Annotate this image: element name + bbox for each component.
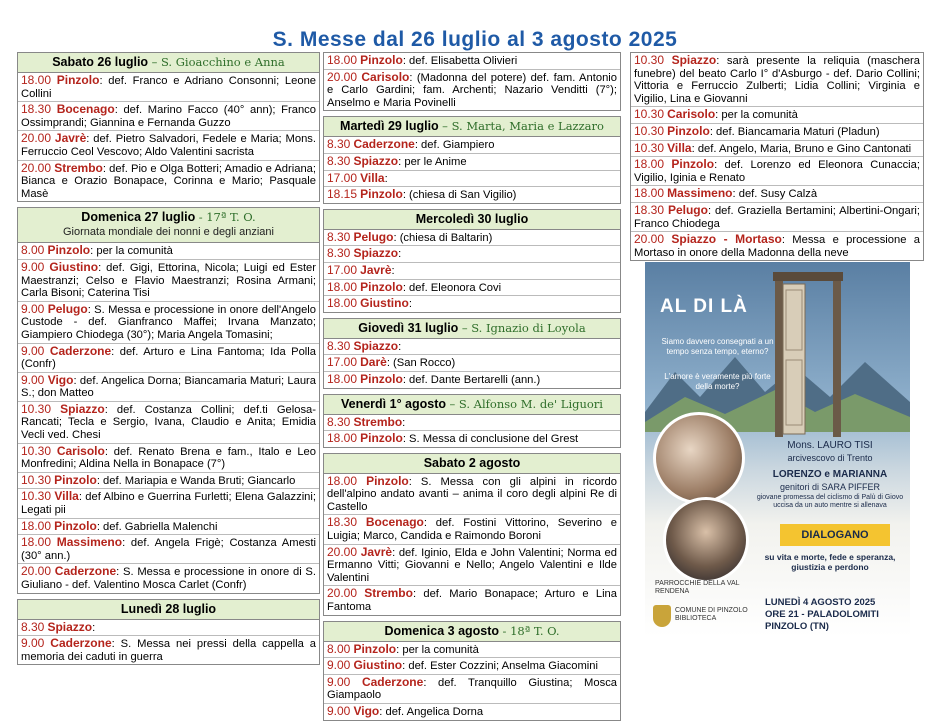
poster-date: LUNEDÌ 4 AGOSTO 2025 — [765, 597, 876, 608]
mass-entry — [324, 355, 620, 372]
mass-time: 18.15 — [327, 187, 358, 202]
mass-time: 18.00 — [327, 371, 358, 386]
mass-intention: : def. Lorenzo ed Eleonora Cunaccia; Vigilio, Iginia e Renato — [634, 159, 921, 184]
day-title: Mercoledì 30 luglio — [415, 211, 529, 226]
mass-entry — [18, 473, 319, 490]
mass-entry — [18, 620, 319, 637]
mass-time: 8.30 — [21, 619, 45, 634]
mass-time: 10.30 — [634, 140, 665, 155]
mass-entry — [18, 519, 319, 536]
poster-bishop: Mons. LAURO TISI — [787, 440, 873, 451]
mass-entry — [324, 372, 620, 388]
mass-entry — [324, 53, 620, 70]
mass-entry — [324, 415, 620, 432]
mass-time: 10.30 — [21, 472, 52, 487]
day-header — [18, 208, 319, 243]
column-1 — [17, 52, 320, 670]
day-saint: – S. Gioacchino e Anna — [151, 55, 285, 69]
mass-time: 10.30 — [21, 401, 52, 416]
mass-entry — [18, 402, 319, 444]
mass-place: Spiazzo — [671, 53, 717, 67]
mass-entry — [18, 243, 319, 260]
mass-intention: : S. Messa e processione in onore dell'Angelo Custode - def. Gianfranco Maffei; Irvana Manzato; Giampiero Chiodega (30°); Maria Angela Tomasini; — [21, 303, 316, 341]
mass-entry — [324, 474, 620, 516]
mass-intention: : def. Arturo e Lina Fantoma; Ida Polla (Confr) — [21, 345, 316, 371]
poster-question-1: Siamo davvero consegnati a un tempo senza tempo, eterno? — [661, 337, 774, 356]
mass-time: 18.00 — [634, 186, 665, 201]
mass-intention: : — [92, 621, 96, 634]
mass-place: Bocenago — [365, 515, 424, 530]
mass-entry — [18, 161, 319, 202]
mass-time: 10.30 — [634, 123, 665, 138]
mass-entry — [631, 232, 923, 260]
day-note: Giornata mondiale dei nonni e degli anziani — [63, 226, 274, 239]
day-title: Sabato 2 agosto — [423, 455, 521, 470]
mass-intention: : def. Iginio, Elda e John Valentini; Norma ed Ermanno Vitti; Giovanni e Nello; Angelo Valentini e Ilde Valentini — [327, 546, 617, 584]
mass-time: 9.00 — [21, 636, 45, 651]
mass-intention: : — [402, 416, 406, 429]
mass-intention: : def. Mariapia e Wanda Bruti; Giancarlo — [96, 474, 296, 487]
poster-place: PINZOLO (TN) — [765, 621, 829, 632]
mass-intention: : Messa e processione a Mortaso in onore della Madonna della neve — [634, 234, 921, 259]
mass-place: Spiazzo — [353, 153, 399, 168]
mass-time: 20.00 — [21, 564, 52, 579]
mass-intention: : def. Susy Calzà — [732, 188, 818, 201]
poster-org-2: COMUNE DI PINZOLO BIBLIOTECA — [675, 607, 748, 622]
mass-place: Giustino — [353, 658, 403, 673]
mass-time: 18.30 — [21, 102, 52, 117]
day-block — [323, 394, 621, 448]
mass-time: 8.30 — [327, 414, 351, 429]
mass-place: Carisolo — [361, 69, 410, 84]
mass-intention: : sarà presente la reliquia (maschera funebre) del beato Carlo I° d'Asburgo - def. Dario Collini; Vittoria e Ferruccio Zulberti; Lidia Collini; Virginia e Vigilio, Lina e Giovanni — [634, 55, 920, 105]
mass-time: 8.30 — [327, 153, 351, 168]
mass-place: Pinzolo — [360, 279, 403, 294]
mass-place: Caderzone — [50, 636, 112, 651]
mass-time: 8.30 — [327, 137, 351, 152]
day-header — [324, 622, 620, 642]
mass-place: Spiazzo — [60, 401, 105, 416]
mass-place: Pinzolo — [366, 473, 409, 488]
mass-place: Caderzone — [49, 343, 112, 358]
mass-intention: : — [408, 298, 412, 311]
mass-entry — [18, 535, 319, 564]
mass-place: Spiazzo — [47, 619, 93, 634]
mass-place: Strembo — [353, 414, 403, 429]
day-header — [324, 395, 620, 415]
mass-intention: : def Albino e Guerrina Furletti; Elena Galazzini; Legati pii — [21, 491, 316, 517]
mass-place: Pinzolo — [360, 53, 403, 67]
mass-entry — [324, 137, 620, 154]
day-block — [323, 453, 621, 616]
mass-entry — [324, 339, 620, 356]
mass-place: Pinzolo — [667, 123, 710, 138]
mass-entry — [324, 171, 620, 188]
mass-time: 10.30 — [634, 53, 665, 67]
poster-time: ORE 21 - PALADOLOMITI — [765, 609, 879, 620]
mass-entry — [324, 545, 620, 587]
mass-entry — [631, 203, 923, 232]
day-block-continued — [323, 52, 621, 111]
mass-entry — [324, 280, 620, 297]
column-3 — [630, 52, 924, 266]
mass-intention: : — [398, 340, 402, 353]
mass-time: 20.00 — [634, 232, 665, 247]
mass-time: 8.30 — [327, 338, 351, 353]
mass-intention: : per le Anime — [398, 155, 467, 168]
day-block-continued — [630, 52, 924, 261]
poster-org-1: PARROCCHIE DELLA VAL RENDENA — [655, 580, 740, 595]
mass-place: Giustino — [360, 296, 409, 311]
mass-place: Javrè — [54, 131, 87, 146]
mass-intention: : per la comunità — [396, 643, 479, 656]
day-title: Domenica 3 agosto — [384, 623, 500, 638]
mass-intention: : def. Eleonora Covi — [402, 281, 502, 294]
dialogano-badge: DIALOGANO — [780, 524, 890, 546]
mass-place: Javrè — [360, 544, 393, 559]
day-saint: – S. Marta, Maria e Lazzaro — [442, 119, 604, 134]
page-title: S. Messe dal 26 luglio al 3 agosto 2025 — [272, 28, 678, 51]
door-image — [773, 272, 843, 437]
mass-intention: : def. Dante Bertarelli (ann.) — [402, 373, 541, 386]
mass-entry — [18, 373, 319, 402]
mass-entry — [631, 107, 923, 124]
day-header — [324, 117, 620, 137]
mass-time: 18.00 — [21, 535, 52, 550]
mass-intention: : def. Biancamaria Maturi (Pladun) — [709, 125, 880, 138]
day-header — [324, 454, 620, 474]
mass-time: 10.30 — [634, 107, 665, 122]
mass-time: 9.00 — [327, 658, 351, 673]
mass-intention: : per la comunità — [715, 109, 798, 122]
mass-place: Villa — [667, 140, 692, 155]
column-2 — [323, 52, 621, 726]
day-block — [323, 116, 621, 203]
mass-intention: : def. Costanza Collini; def.ti Gelosa-Rancati; Tecla e Sergio, Ivana, Claudio e Anita; Emidia Vecli ved. Chesi — [21, 403, 316, 442]
mass-place: Pelugo — [353, 229, 394, 244]
day-block — [17, 599, 320, 666]
mass-intention: : def. Gabriella Malenchi — [96, 520, 218, 533]
mass-time: 18.00 — [327, 431, 358, 446]
mass-time: 9.00 — [327, 704, 351, 718]
mass-place: Spiazzo — [353, 338, 399, 353]
mass-intention: : def. Angelo, Maria, Bruno e Gino Cantonati — [691, 142, 912, 155]
mass-place: Pinzolo — [54, 518, 97, 533]
mass-time: 18.00 — [21, 73, 52, 87]
mass-entry — [324, 263, 620, 280]
poster-themes: su vita e morte, fede e speranza, giustizia e perdono — [764, 552, 896, 572]
mass-entry — [18, 260, 319, 302]
mass-place: Pinzolo — [671, 157, 715, 172]
mass-intention: : def. Ester Cozzini; Anselma Giacomini — [402, 660, 598, 673]
day-block — [17, 52, 320, 202]
mass-entry — [324, 675, 620, 704]
mass-entry — [18, 302, 319, 344]
mass-intention: : def. Graziella Bertamini; Albertini-Ongari; Franco Chiodega — [634, 204, 921, 230]
mass-entry — [18, 489, 319, 518]
mass-intention: : def. Angela Frigè; Costanza Amesti (30° ann.) — [21, 537, 316, 562]
mass-place: Javrè — [360, 262, 392, 277]
mass-time: 17.00 — [327, 262, 358, 277]
comune-crest-icon — [653, 605, 671, 627]
mass-entry — [324, 431, 620, 447]
day-title: Giovedì 31 luglio — [358, 320, 459, 335]
mass-entry — [631, 141, 923, 158]
mass-time: 8.30 — [327, 229, 351, 244]
mass-entry — [18, 73, 319, 102]
mass-entry — [324, 187, 620, 203]
mass-time: 18.00 — [327, 296, 358, 311]
mass-time: 20.00 — [327, 586, 358, 601]
day-header — [18, 600, 319, 620]
mass-place: Pinzolo — [360, 187, 403, 202]
day-saint: – S. Ignazio di Loyola — [461, 320, 586, 335]
mass-place: Villa — [360, 170, 385, 185]
day-block — [323, 209, 621, 313]
mass-place: Spiazzo - Mortaso — [671, 232, 782, 247]
day-header — [18, 53, 319, 73]
mass-intention: : def. Angelica Dorna — [379, 706, 484, 718]
mass-place: Pelugo — [47, 301, 88, 316]
mass-entry — [18, 344, 319, 373]
mass-time: 18.00 — [21, 518, 52, 533]
mass-intention: : def. Giampiero — [414, 139, 495, 152]
mass-time: 9.00 — [21, 343, 45, 358]
mass-time: 18.30 — [327, 515, 358, 530]
mass-intention: : — [384, 172, 388, 185]
mass-place: Vigo — [353, 704, 380, 718]
mass-intention: : S. Messa di conclusione del Grest — [402, 433, 579, 446]
day-title: Sabato 26 luglio — [52, 55, 149, 69]
mass-time: 20.00 — [327, 69, 358, 84]
mass-time: 8.00 — [21, 243, 45, 258]
day-header — [324, 210, 620, 230]
mass-intention: : def. Angelica Dorna; Biancamaria Maturi; Laura S.; don Matteo — [21, 374, 317, 400]
mass-entry — [324, 704, 620, 720]
parents-photo — [653, 412, 745, 504]
mass-time: 9.00 — [21, 301, 45, 316]
mass-place: Massimeno — [56, 535, 123, 550]
mass-place: Pinzolo — [360, 431, 403, 446]
poster-date-block — [765, 597, 905, 633]
mass-intention: : def. Elisabetta Olivieri — [402, 55, 518, 67]
day-title: Lunedì 28 luglio — [120, 601, 217, 616]
mass-intention: : (San Rocco) — [386, 357, 456, 370]
day-title: Domenica 27 luglio — [81, 210, 196, 225]
mass-place: Darè — [360, 355, 387, 370]
mass-time: 17.00 — [327, 170, 358, 185]
mass-entry — [324, 586, 620, 614]
mass-place: Villa — [54, 489, 79, 504]
day-title: Venerdì 1° agosto — [340, 396, 447, 411]
mass-time: 17.00 — [327, 355, 358, 370]
day-saint: - 17ª T. O. — [198, 210, 256, 225]
mass-entry — [631, 124, 923, 141]
mass-intention: : (Madonna del potere) def. fam. Antonio e Carlo Gardini; fam. Archenti; Nazario Venditti (7°); Anselmo e Maria Povinelli — [327, 71, 617, 109]
mass-place: Caderzone — [361, 674, 424, 689]
mass-entry — [324, 154, 620, 171]
mass-entry — [18, 564, 319, 592]
mass-entry — [324, 296, 620, 312]
mass-time: 18.30 — [634, 202, 665, 217]
mass-intention: : def. Franco e Adriano Consonni; Leone Collini — [21, 75, 317, 100]
poster-title: AL DI LÀ — [660, 296, 748, 317]
mass-place: Spiazzo — [353, 246, 399, 261]
mass-intention: : S. Messa con gli alpini in ricordo dell'alpino andato avanti – anima il coro degli alpini Re di Castello — [327, 475, 617, 513]
mass-entry — [631, 157, 923, 186]
mass-time: 20.00 — [21, 160, 52, 175]
mass-intention: : def. Marino Facco (40° ann); Franco Ossimprandi; Giannina e Fernanda Guzzo — [21, 104, 316, 129]
day-saint: – S. Alfonso M. de' Liguori — [449, 396, 603, 411]
mass-intention: : (chiesa di Baltarin) — [393, 231, 493, 244]
mass-entry — [18, 131, 319, 160]
mass-time: 9.00 — [327, 674, 351, 689]
day-block — [17, 207, 320, 593]
mass-place: Carisolo — [667, 107, 716, 122]
bishop-photo — [663, 497, 749, 583]
mass-intention: : def. Tranquillo Giustina; Mosca Giampaolo — [327, 676, 618, 702]
day-saint: - 18ª T. O. — [502, 623, 560, 638]
mass-time: 8.00 — [327, 641, 351, 656]
poster-question-2: L'amore è veramente più forte della morte? — [664, 372, 771, 391]
mass-intention: : per la comunità — [90, 245, 173, 258]
mass-entry — [18, 636, 319, 664]
mass-entry — [18, 444, 319, 473]
mass-time: 9.00 — [21, 259, 45, 274]
mass-intention: : def. Mario Bonapace; Arturo e Lina Fantoma — [327, 588, 618, 614]
mass-time: 20.00 — [21, 131, 52, 146]
mass-time: 18.00 — [327, 473, 358, 488]
mass-place: Strembo — [54, 160, 103, 175]
mass-time: 20.00 — [327, 544, 358, 559]
mass-place: Pinzolo — [353, 641, 397, 656]
mass-place: Pinzolo — [47, 243, 91, 258]
mass-time: 10.30 — [21, 489, 52, 504]
mass-place: Pinzolo — [360, 371, 403, 386]
mass-entry — [324, 70, 620, 111]
mass-place: Giustino — [49, 259, 99, 274]
mass-time: 8.30 — [327, 246, 351, 261]
mass-place: Vigo — [47, 372, 74, 387]
mass-entry — [18, 102, 319, 131]
mass-entry — [324, 246, 620, 263]
mass-intention: : def. Pio e Olga Botteri; Amadio e Adriana; Bianca e Orazio Bonapace, Corinna e Mario; Pasquale Masè — [21, 162, 317, 200]
mass-intention: : — [391, 264, 395, 277]
mass-intention: : (chiesa di San Vigilio) — [402, 189, 517, 202]
mass-place: Massimeno — [667, 186, 733, 201]
mass-time: 18.00 — [327, 279, 358, 294]
mass-intention: : def. Gigi, Ettorina, Nicola; Luigi ed Ester Maestranzi; Celso e Flavio Maestranzi; Rosina Armani; Carla Bisoni; Caterina Tisi — [21, 261, 317, 300]
mass-entry — [324, 515, 620, 544]
mass-place: Carisolo — [56, 443, 105, 458]
mass-intention: : def. Pietro Salvadori, Fedele e Maria; Mons. Ferruccio Ceol Vescovo; Aldo Valentini sacrista — [21, 133, 316, 158]
poster-bishop-role: arcivescovo di Trento — [787, 453, 873, 463]
mass-place: Caderzone — [353, 137, 415, 152]
poster-parents: LORENZO e MARIANNA — [772, 469, 888, 480]
mass-place: Pinzolo — [56, 73, 100, 87]
mass-intention: : S. Messa nei pressi della cappella a memoria dei caduti in guerra — [21, 638, 316, 663]
poster-parents-of: genitori di SARA PIFFER — [779, 482, 881, 492]
day-header — [324, 319, 620, 339]
mass-place: Pinzolo — [54, 472, 97, 487]
mass-place: Bocenago — [56, 102, 115, 117]
mass-entry — [324, 230, 620, 247]
mass-place: Strembo — [364, 586, 413, 601]
mass-intention: : S. Messa e processione in onore di S. Giuliano - def. Valentino Mosca Carlet (Confr) — [21, 566, 317, 591]
mass-entry — [324, 658, 620, 675]
mass-place: Pelugo — [667, 202, 708, 217]
mass-intention: : def. Fostini Vittorino, Severino e Luigia; Marco, Candida e Raimondo Boroni — [327, 517, 618, 543]
mass-entry — [324, 642, 620, 659]
day-block — [323, 318, 621, 389]
mass-time: 18.00 — [634, 157, 665, 172]
mass-intention: : — [398, 248, 402, 261]
event-poster — [645, 262, 910, 637]
poster-parents-desc: giovane promessa del ciclismo di Palù di Giovo uccisa da un auto mentre si allenava — [756, 494, 904, 509]
day-title: Martedì 29 luglio — [340, 119, 439, 134]
mass-time: 9.00 — [21, 372, 45, 387]
mass-entry — [631, 53, 923, 107]
day-block — [323, 621, 621, 721]
mass-time: 18.00 — [327, 53, 358, 67]
mass-time: 10.30 — [21, 443, 52, 458]
mass-place: Caderzone — [54, 564, 117, 579]
mass-entry — [631, 186, 923, 203]
mass-intention: : def. Renato Brena e fam., Italo e Leo Monfredini; Aldina Nella in Bonapace (7°) — [21, 445, 317, 471]
